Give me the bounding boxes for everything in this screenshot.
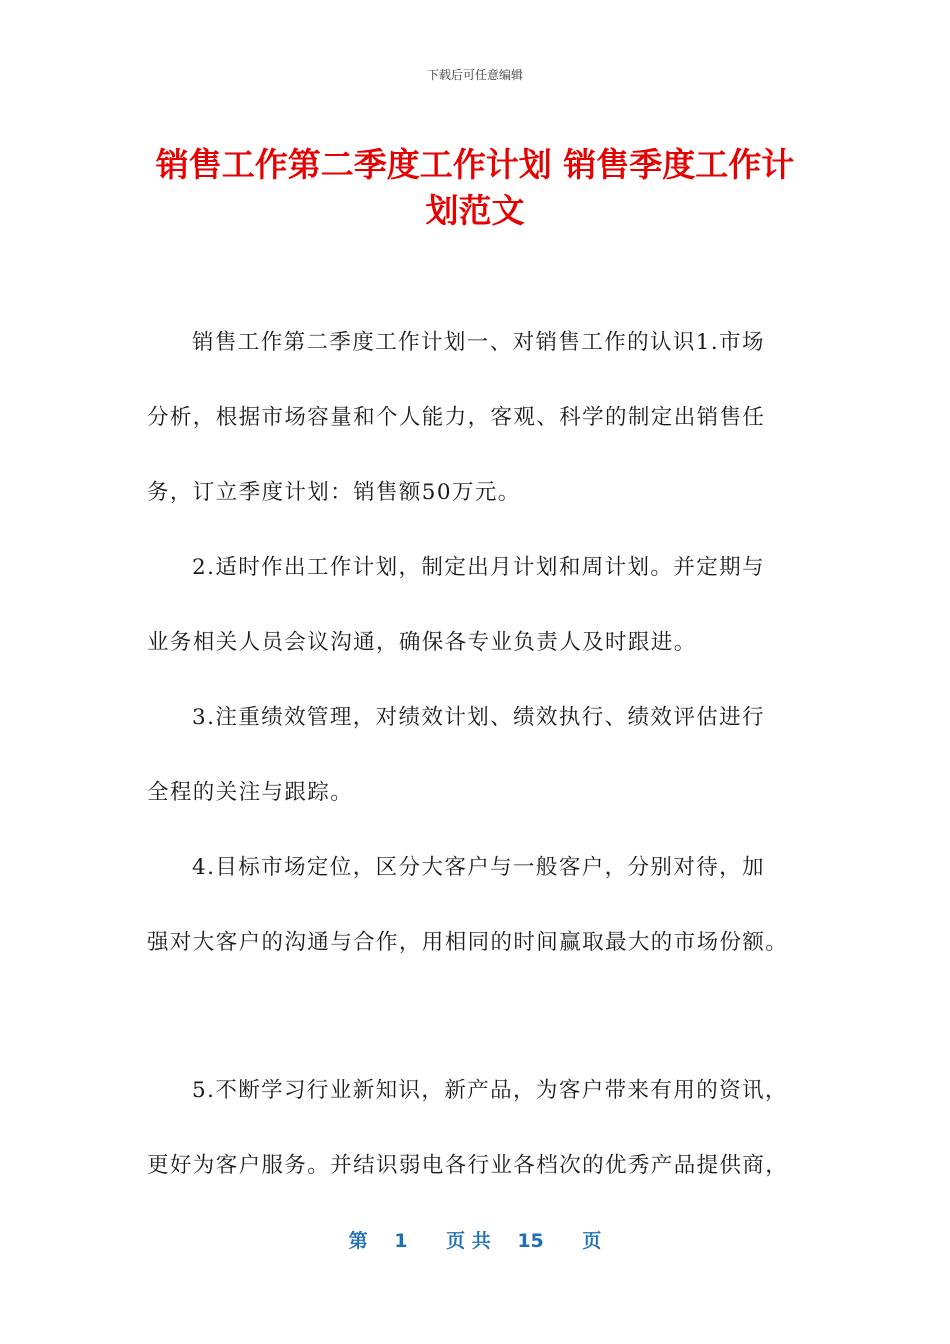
paragraph-line: 2.适时作出工作计划，制定出月计划和周计划。并定期与 xyxy=(192,555,765,580)
footer-page-number: 1 xyxy=(394,1230,408,1252)
paragraph-line: 销售工作第二季度工作计划一、对销售工作的认识1.市场 xyxy=(192,330,765,355)
paragraph-line: 更好为客户服务。并结识弱电各行业各档次的优秀产品提供商， xyxy=(147,1153,789,1178)
paragraph-line: 4.目标市场定位，区分大客户与一般客户，分别对待，加 xyxy=(192,855,765,880)
paragraph-line: 3.注重绩效管理，对绩效计划、绩效执行、绩效评估进行 xyxy=(192,705,765,730)
title-line-1: 销售工作第二季度工作计划 销售季度工作计 xyxy=(155,145,795,184)
paragraph-line: 全程的关注与跟踪。 xyxy=(147,780,354,805)
paragraph-line: 分析，根据市场容量和个人能力，客观、科学的制定出销售任 xyxy=(147,405,766,430)
paragraph-2 xyxy=(147,530,807,680)
paragraph-line: 务，订立季度计划：销售额50万元。 xyxy=(147,480,521,505)
paragraph-4 xyxy=(147,830,807,980)
paragraph-1 xyxy=(147,305,807,530)
paragraph-line: 业务相关人员会议沟通，确保各专业负责人及时跟进。 xyxy=(147,630,697,655)
title-line-2: 划范文 xyxy=(425,191,525,230)
paragraph-line: 强对大客户的沟通与合作，用相同的时间赢取最大的市场份额。 xyxy=(147,930,789,955)
page-header-note: 下载后可任意编辑 xyxy=(426,68,523,82)
paragraph-5 xyxy=(147,1053,807,1203)
document-title xyxy=(140,142,810,234)
footer-suffix: 页 xyxy=(582,1230,602,1252)
footer-middle: 页 共 xyxy=(446,1230,491,1252)
footer-prefix: 第 xyxy=(348,1230,368,1252)
paragraph-line: 5.不断学习行业新知识，新产品，为客户带来有用的资讯， xyxy=(192,1078,788,1103)
paragraph-3 xyxy=(147,680,807,830)
page-footer xyxy=(0,1226,950,1253)
footer-total-pages: 15 xyxy=(517,1230,544,1252)
